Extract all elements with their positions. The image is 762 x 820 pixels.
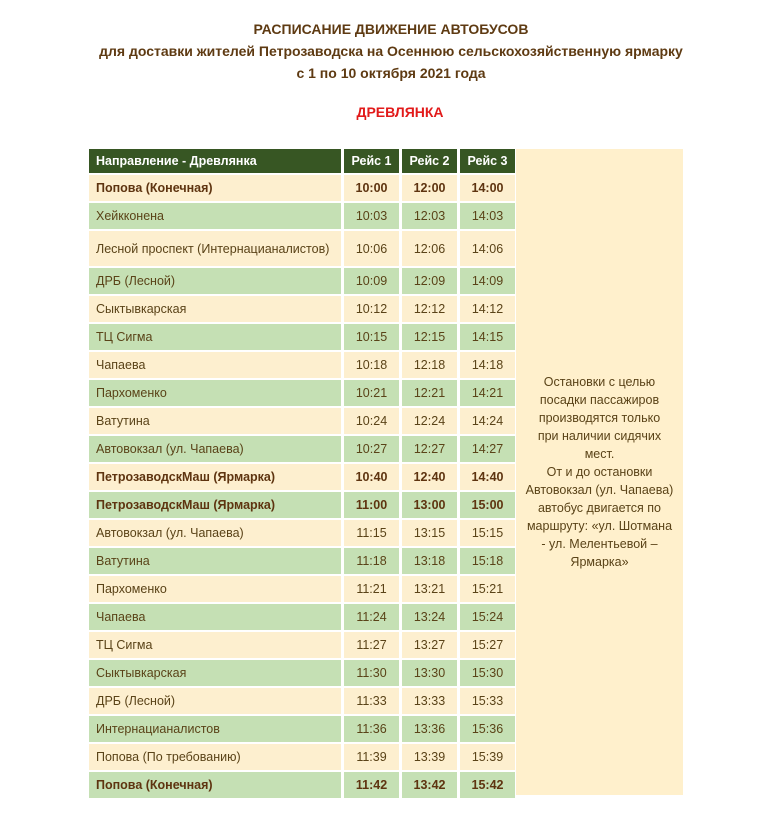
departure-time-trip-3: 15:39: [460, 744, 515, 770]
stop-name: ПетрозаводскМаш (Ярмарка): [89, 492, 341, 518]
schedule-table: [89, 149, 515, 800]
departure-time-trip-1: 11:00: [344, 492, 399, 518]
departure-time-trip-1: 10:12: [344, 296, 399, 322]
departure-time-trip-3: 14:09: [460, 268, 515, 294]
departure-time-trip-3: 14:03: [460, 203, 515, 229]
departure-time-trip-1: 11:21: [344, 576, 399, 602]
notes-line: Ярмарка»: [570, 555, 629, 569]
stop-name: Лесной проспект (Интернацианалистов): [89, 231, 341, 266]
departure-time-trip-2: 12:06: [402, 231, 457, 266]
departure-time-trip-2: 13:33: [402, 688, 457, 714]
column-header-direction: Направление - Древлянка: [89, 149, 341, 173]
table-row: [89, 296, 515, 322]
stop-name: Попова (Конечная): [89, 175, 341, 201]
notes-line: - ул. Мелентьевой –: [541, 537, 658, 551]
notes-text: [520, 373, 680, 571]
notes-line: автобус двигается по: [537, 501, 662, 515]
departure-time-trip-1: 10:18: [344, 352, 399, 378]
departure-time-trip-1: 11:27: [344, 632, 399, 658]
departure-time-trip-3: 14:06: [460, 231, 515, 266]
departure-time-trip-2: 12:27: [402, 436, 457, 462]
table-row: [89, 380, 515, 406]
stop-name: ТЦ Сигма: [89, 324, 341, 350]
stop-name: Автовокзал (ул. Чапаева): [89, 436, 341, 462]
table-row: [89, 408, 515, 434]
table-row: [89, 352, 515, 378]
departure-time-trip-1: 11:30: [344, 660, 399, 686]
column-header-trip-1: Рейс 1: [344, 149, 399, 173]
stop-name: Пархоменко: [89, 380, 341, 406]
stop-name: Попова (Конечная): [89, 772, 341, 798]
table-row: [89, 231, 515, 266]
table-row: [89, 772, 515, 798]
district-title: ДРЕВЛЯНКА: [356, 104, 444, 120]
departure-time-trip-1: 10:21: [344, 380, 399, 406]
notes-line: при наличии сидячих: [537, 429, 662, 443]
table-row: [89, 492, 515, 518]
departure-time-trip-2: 12:03: [402, 203, 457, 229]
stop-name: ПетрозаводскМаш (Ярмарка): [89, 464, 341, 490]
notes-line: посадки пассажиров: [539, 393, 660, 407]
departure-time-trip-3: 15:21: [460, 576, 515, 602]
table-row: [89, 324, 515, 350]
departure-time-trip-2: 12:40: [402, 464, 457, 490]
departure-time-trip-2: 13:36: [402, 716, 457, 742]
column-header-trip-3: Рейс 3: [460, 149, 515, 173]
table-row: [89, 268, 515, 294]
departure-time-trip-1: 11:42: [344, 772, 399, 798]
departure-time-trip-1: 11:39: [344, 744, 399, 770]
departure-time-trip-3: 15:15: [460, 520, 515, 546]
departure-time-trip-3: 14:24: [460, 408, 515, 434]
stop-name: Хейкконена: [89, 203, 341, 229]
departure-time-trip-2: 13:15: [402, 520, 457, 546]
departure-time-trip-2: 12:15: [402, 324, 457, 350]
notes-line: Остановки с целью: [543, 375, 656, 389]
departure-time-trip-1: 10:27: [344, 436, 399, 462]
stop-name: ДРБ (Лесной): [89, 268, 341, 294]
departure-time-trip-3: 14:21: [460, 380, 515, 406]
departure-time-trip-1: 10:06: [344, 231, 399, 266]
departure-time-trip-3: 15:24: [460, 604, 515, 630]
table-row: [89, 175, 515, 201]
departure-time-trip-1: 10:09: [344, 268, 399, 294]
table-row: [89, 520, 515, 546]
table-row: [89, 688, 515, 714]
table-row: [89, 604, 515, 630]
stop-name: Ватутина: [89, 548, 341, 574]
schedule-dates: с 1 по 10 октября 2021 года: [296, 65, 486, 81]
departure-time-trip-3: 15:18: [460, 548, 515, 574]
table-row: [89, 632, 515, 658]
stop-name: Попова (По требованию): [89, 744, 341, 770]
table-row: [89, 660, 515, 686]
notes-panel: [516, 149, 683, 795]
departure-time-trip-2: 12:18: [402, 352, 457, 378]
column-header-trip-2: Рейс 2: [402, 149, 457, 173]
notes-line: производятся только: [538, 411, 661, 425]
table-row: [89, 436, 515, 462]
departure-time-trip-2: 12:12: [402, 296, 457, 322]
stop-name: ТЦ Сигма: [89, 632, 341, 658]
stop-name: Сыктывкарская: [89, 296, 341, 322]
departure-time-trip-2: 12:21: [402, 380, 457, 406]
departure-time-trip-1: 10:40: [344, 464, 399, 490]
table-row: [89, 548, 515, 574]
departure-time-trip-1: 10:03: [344, 203, 399, 229]
stop-name: Чапаева: [89, 352, 341, 378]
departure-time-trip-2: 13:21: [402, 576, 457, 602]
table-row: [89, 464, 515, 490]
notes-line: мест.: [584, 447, 615, 461]
schedule-subtitle: для доставки жителей Петрозаводска на Осеннюю сельскохозяйственную ярмарку: [99, 43, 683, 59]
notes-line: Автовокзал (ул. Чапаева): [525, 483, 674, 497]
stop-name: ДРБ (Лесной): [89, 688, 341, 714]
table-row: [89, 744, 515, 770]
departure-time-trip-3: 14:40: [460, 464, 515, 490]
departure-time-trip-2: 13:00: [402, 492, 457, 518]
schedule-title: РАСПИСАНИЕ ДВИЖЕНИЕ АВТОБУСОВ: [253, 21, 529, 37]
departure-time-trip-2: 13:39: [402, 744, 457, 770]
departure-time-trip-2: 13:27: [402, 632, 457, 658]
stop-name: Ватутина: [89, 408, 341, 434]
departure-time-trip-3: 15:42: [460, 772, 515, 798]
departure-time-trip-2: 13:24: [402, 604, 457, 630]
departure-time-trip-1: 11:18: [344, 548, 399, 574]
schedule-header: [0, 18, 762, 84]
stop-name: Пархоменко: [89, 576, 341, 602]
departure-time-trip-3: 15:30: [460, 660, 515, 686]
departure-time-trip-1: 10:24: [344, 408, 399, 434]
departure-time-trip-3: 15:27: [460, 632, 515, 658]
departure-time-trip-3: 15:36: [460, 716, 515, 742]
departure-time-trip-1: 11:15: [344, 520, 399, 546]
notes-line: От и до остановки: [546, 465, 653, 479]
table-row: [89, 716, 515, 742]
departure-time-trip-3: 14:27: [460, 436, 515, 462]
stop-name: Автовокзал (ул. Чапаева): [89, 520, 341, 546]
departure-time-trip-3: 14:15: [460, 324, 515, 350]
departure-time-trip-1: 10:00: [344, 175, 399, 201]
stop-name: Интернацианалистов: [89, 716, 341, 742]
stop-name: Чапаева: [89, 604, 341, 630]
departure-time-trip-1: 10:15: [344, 324, 399, 350]
departure-time-trip-3: 14:12: [460, 296, 515, 322]
departure-time-trip-1: 11:33: [344, 688, 399, 714]
departure-time-trip-2: 13:30: [402, 660, 457, 686]
departure-time-trip-2: 12:00: [402, 175, 457, 201]
departure-time-trip-3: 15:00: [460, 492, 515, 518]
table-row: [89, 576, 515, 602]
departure-time-trip-1: 11:24: [344, 604, 399, 630]
table-header-row: [89, 149, 515, 173]
departure-time-trip-2: 13:42: [402, 772, 457, 798]
departure-time-trip-1: 11:36: [344, 716, 399, 742]
stop-name: Сыктывкарская: [89, 660, 341, 686]
departure-time-trip-2: 12:24: [402, 408, 457, 434]
departure-time-trip-2: 12:09: [402, 268, 457, 294]
departure-time-trip-2: 13:18: [402, 548, 457, 574]
notes-line: маршруту: «ул. Шотмана: [526, 519, 673, 533]
departure-time-trip-3: 14:18: [460, 352, 515, 378]
table-row: [89, 203, 515, 229]
departure-time-trip-3: 14:00: [460, 175, 515, 201]
departure-time-trip-3: 15:33: [460, 688, 515, 714]
